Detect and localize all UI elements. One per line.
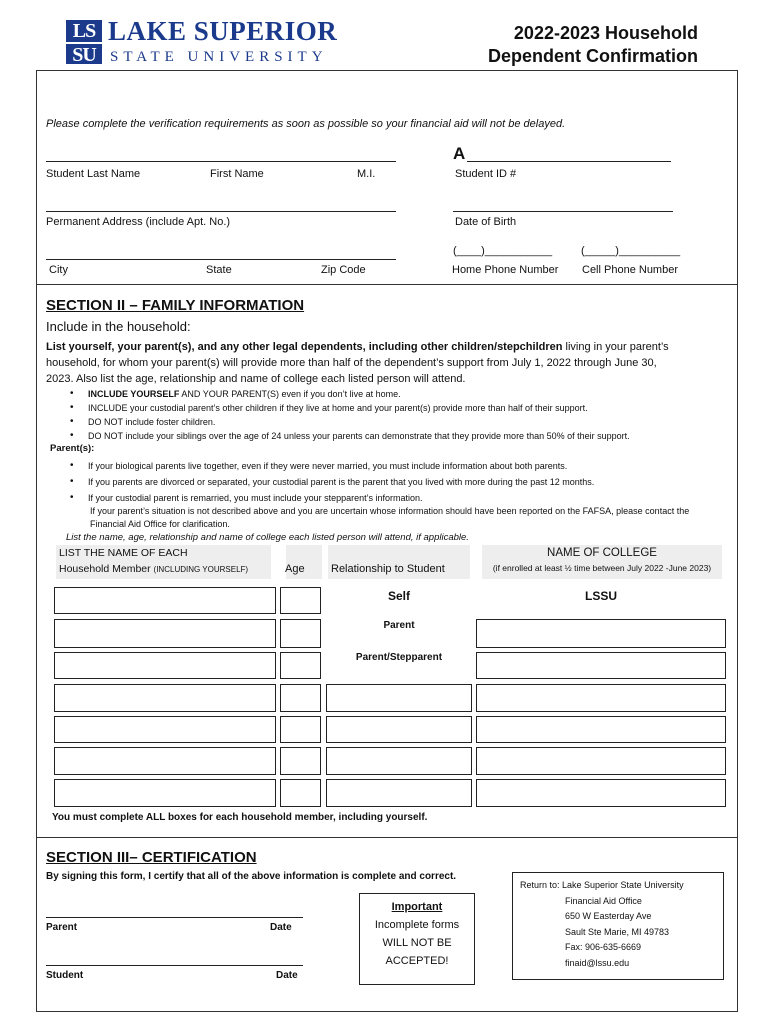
label-address: Permanent Address (include Apt. No.)	[46, 216, 231, 228]
col-header-name-line2: Household Member (INCLUDING YOURSELF)	[59, 563, 249, 575]
return-line: Fax: 906-635-6669	[565, 942, 642, 952]
include-bullet: • DO NOT include foster children.	[66, 415, 716, 429]
household-name-input[interactable]	[54, 587, 276, 614]
document-title	[398, 22, 698, 68]
household-college-input[interactable]	[476, 619, 726, 648]
return-label: Return to: Lake Superior State University	[520, 880, 684, 890]
university-subname: STATE UNIVERSITY	[110, 49, 328, 65]
return-line: 650 W Easterday Ave	[565, 911, 652, 921]
col-header-age: Age	[285, 563, 305, 575]
household-age-input[interactable]	[280, 684, 321, 712]
label-state: State	[206, 264, 232, 276]
return-line: Financial Aid Office	[565, 895, 642, 906]
relationship-parent: Parent	[383, 620, 415, 631]
label-last-name: Student Last Name	[46, 168, 141, 180]
household-college-input[interactable]	[476, 716, 726, 743]
include-bullet: • DO NOT include your siblings over the age of 24 unless your parents can demonstrate that they provide more than 50% of their support.	[66, 429, 716, 443]
household-college-input[interactable]	[476, 747, 726, 775]
document-title-line2: Dependent Confirmation	[488, 46, 698, 66]
household-relationship-input[interactable]	[326, 684, 472, 712]
parent-bullet: • If your custodial parent is remarried, you must include your stepparent’s information.	[66, 490, 716, 506]
section3-title: SECTION III– CERTIFICATION	[46, 849, 257, 866]
city-state-zip-field[interactable]	[46, 246, 396, 260]
col-header-relationship: Relationship to Student	[331, 563, 445, 575]
address-field[interactable]	[46, 198, 396, 212]
university-logo-mark	[66, 20, 102, 64]
household-college-input[interactable]	[476, 684, 726, 712]
label-student-signature: Student	[46, 970, 84, 981]
household-college-input[interactable]	[476, 779, 726, 807]
include-bullet: • INCLUDE YOURSELF AND YOUR PARENT(S) even if you don’t live at home.	[66, 387, 716, 401]
household-college-input[interactable]	[476, 652, 726, 679]
label-zip: Zip Code	[321, 264, 366, 276]
col-header-name-line1: LIST THE NAME OF EACH	[59, 547, 188, 559]
cell-phone-field[interactable]: (_____)__________	[581, 245, 681, 257]
student-id-field[interactable]	[467, 148, 671, 162]
label-parent-date: Date	[270, 922, 292, 933]
certification-statement: By signing this form, I certify that all of the above information is complete and correct.	[46, 871, 457, 882]
section2-title: SECTION II – FAMILY INFORMATION	[46, 297, 305, 314]
parent-signature-field[interactable]	[46, 908, 303, 918]
label-mi: M.I.	[357, 168, 376, 180]
return-line: Sault Ste Marie, MI 49783	[565, 926, 670, 937]
household-age-input[interactable]	[280, 716, 321, 743]
section2-paragraph-rest: living in your parent’s household, for whom your parent(s) will provide more than half of the dependent’s support from July 1, 2022 through June 30, 2023. Also list the age, relationship and name of college each listed person will attend.	[46, 341, 669, 385]
return-address-box	[512, 872, 724, 980]
intro-text: Please complete the verification requirements as soon as possible so your financial aid will not be delayed.	[46, 118, 566, 130]
household-age-input[interactable]	[280, 619, 321, 648]
university-name: LAKE SUPERIOR	[108, 16, 338, 46]
student-name-field[interactable]	[46, 148, 396, 162]
important-line: Incomplete forms	[374, 919, 460, 931]
section2-subtitle: Include in the household:	[46, 319, 191, 334]
section2-paragraph-bold: List yourself, your parent(s), and any other legal dependents, including other children/stepchildren	[46, 341, 563, 353]
col-header-college-line2: (if enrolled at least ½ time between July 2022 -June 2023)	[492, 563, 712, 573]
student-signature-field[interactable]	[46, 956, 303, 966]
label-city: City	[49, 264, 68, 276]
label-parent-signature: Parent	[46, 922, 78, 933]
important-line: ACCEPTED!	[385, 955, 449, 967]
include-bullets	[66, 387, 716, 443]
household-name-input[interactable]	[54, 779, 276, 807]
household-age-input[interactable]	[280, 587, 321, 614]
table-footer-note: You must complete ALL boxes for each household member, including yourself.	[52, 812, 428, 823]
col-header-college-line1: NAME OF COLLEGE	[547, 547, 657, 559]
section-divider	[37, 837, 737, 838]
parents-label: Parent(s):	[50, 443, 95, 454]
dob-field[interactable]	[453, 198, 673, 212]
household-name-input[interactable]	[54, 652, 276, 679]
label-student-id: Student ID #	[455, 168, 517, 180]
label-student-date: Date	[276, 970, 298, 981]
parent-note: If your parent’s situation is not described above and you are uncertain whose information should have been reported on the FAFSA, please contact the Financial Aid Office for clarification.	[90, 506, 690, 529]
logo-bottom-letters: SU	[66, 42, 102, 64]
section-divider	[37, 284, 737, 285]
household-relationship-input[interactable]	[326, 716, 472, 743]
household-name-input[interactable]	[54, 619, 276, 648]
important-line: WILL NOT BE	[382, 937, 452, 949]
college-lssu: LSSU	[584, 589, 617, 603]
parent-bullet: • If your biological parents live together, even if they were never married, you must include information about both parents.	[66, 458, 716, 474]
household-age-input[interactable]	[280, 779, 321, 807]
household-relationship-input[interactable]	[326, 779, 472, 807]
student-id-prefix: A	[453, 144, 466, 163]
return-email[interactable]: finaid@lssu.edu	[565, 957, 630, 968]
label-cell-phone: Cell Phone Number	[582, 264, 678, 276]
table-intro: List the name, age, relationship and name of college each listed person will attend, if applicable.	[66, 532, 469, 543]
include-bullet: • INCLUDE your custodial parent’s other children if they live at home and your parent(s) provide more than half of their support.	[66, 401, 716, 415]
household-name-input[interactable]	[54, 747, 276, 775]
household-age-input[interactable]	[280, 652, 321, 679]
parent-bullet: • If you parents are divorced or separated, your custodial parent is the parent that you lived with more during the past 12 months.	[66, 474, 716, 490]
parent-bullets	[66, 458, 716, 506]
relationship-self: Self	[387, 589, 410, 603]
label-home-phone: Home Phone Number	[452, 264, 559, 276]
household-age-input[interactable]	[280, 747, 321, 775]
household-name-input[interactable]	[54, 716, 276, 743]
household-name-input[interactable]	[54, 684, 276, 712]
logo-top-letters: LS	[72, 20, 96, 42]
relationship-stepparent: Parent/Stepparent	[355, 652, 443, 663]
document-title-line1: 2022-2023 Household	[513, 23, 698, 43]
home-phone-field[interactable]: (____)___________	[453, 245, 553, 257]
label-first-name: First Name	[210, 168, 264, 180]
label-dob: Date of Birth	[455, 216, 517, 228]
important-notice	[359, 893, 475, 985]
section2-paragraph	[46, 339, 686, 387]
important-title: Important	[391, 901, 443, 913]
household-relationship-input[interactable]	[326, 747, 472, 775]
